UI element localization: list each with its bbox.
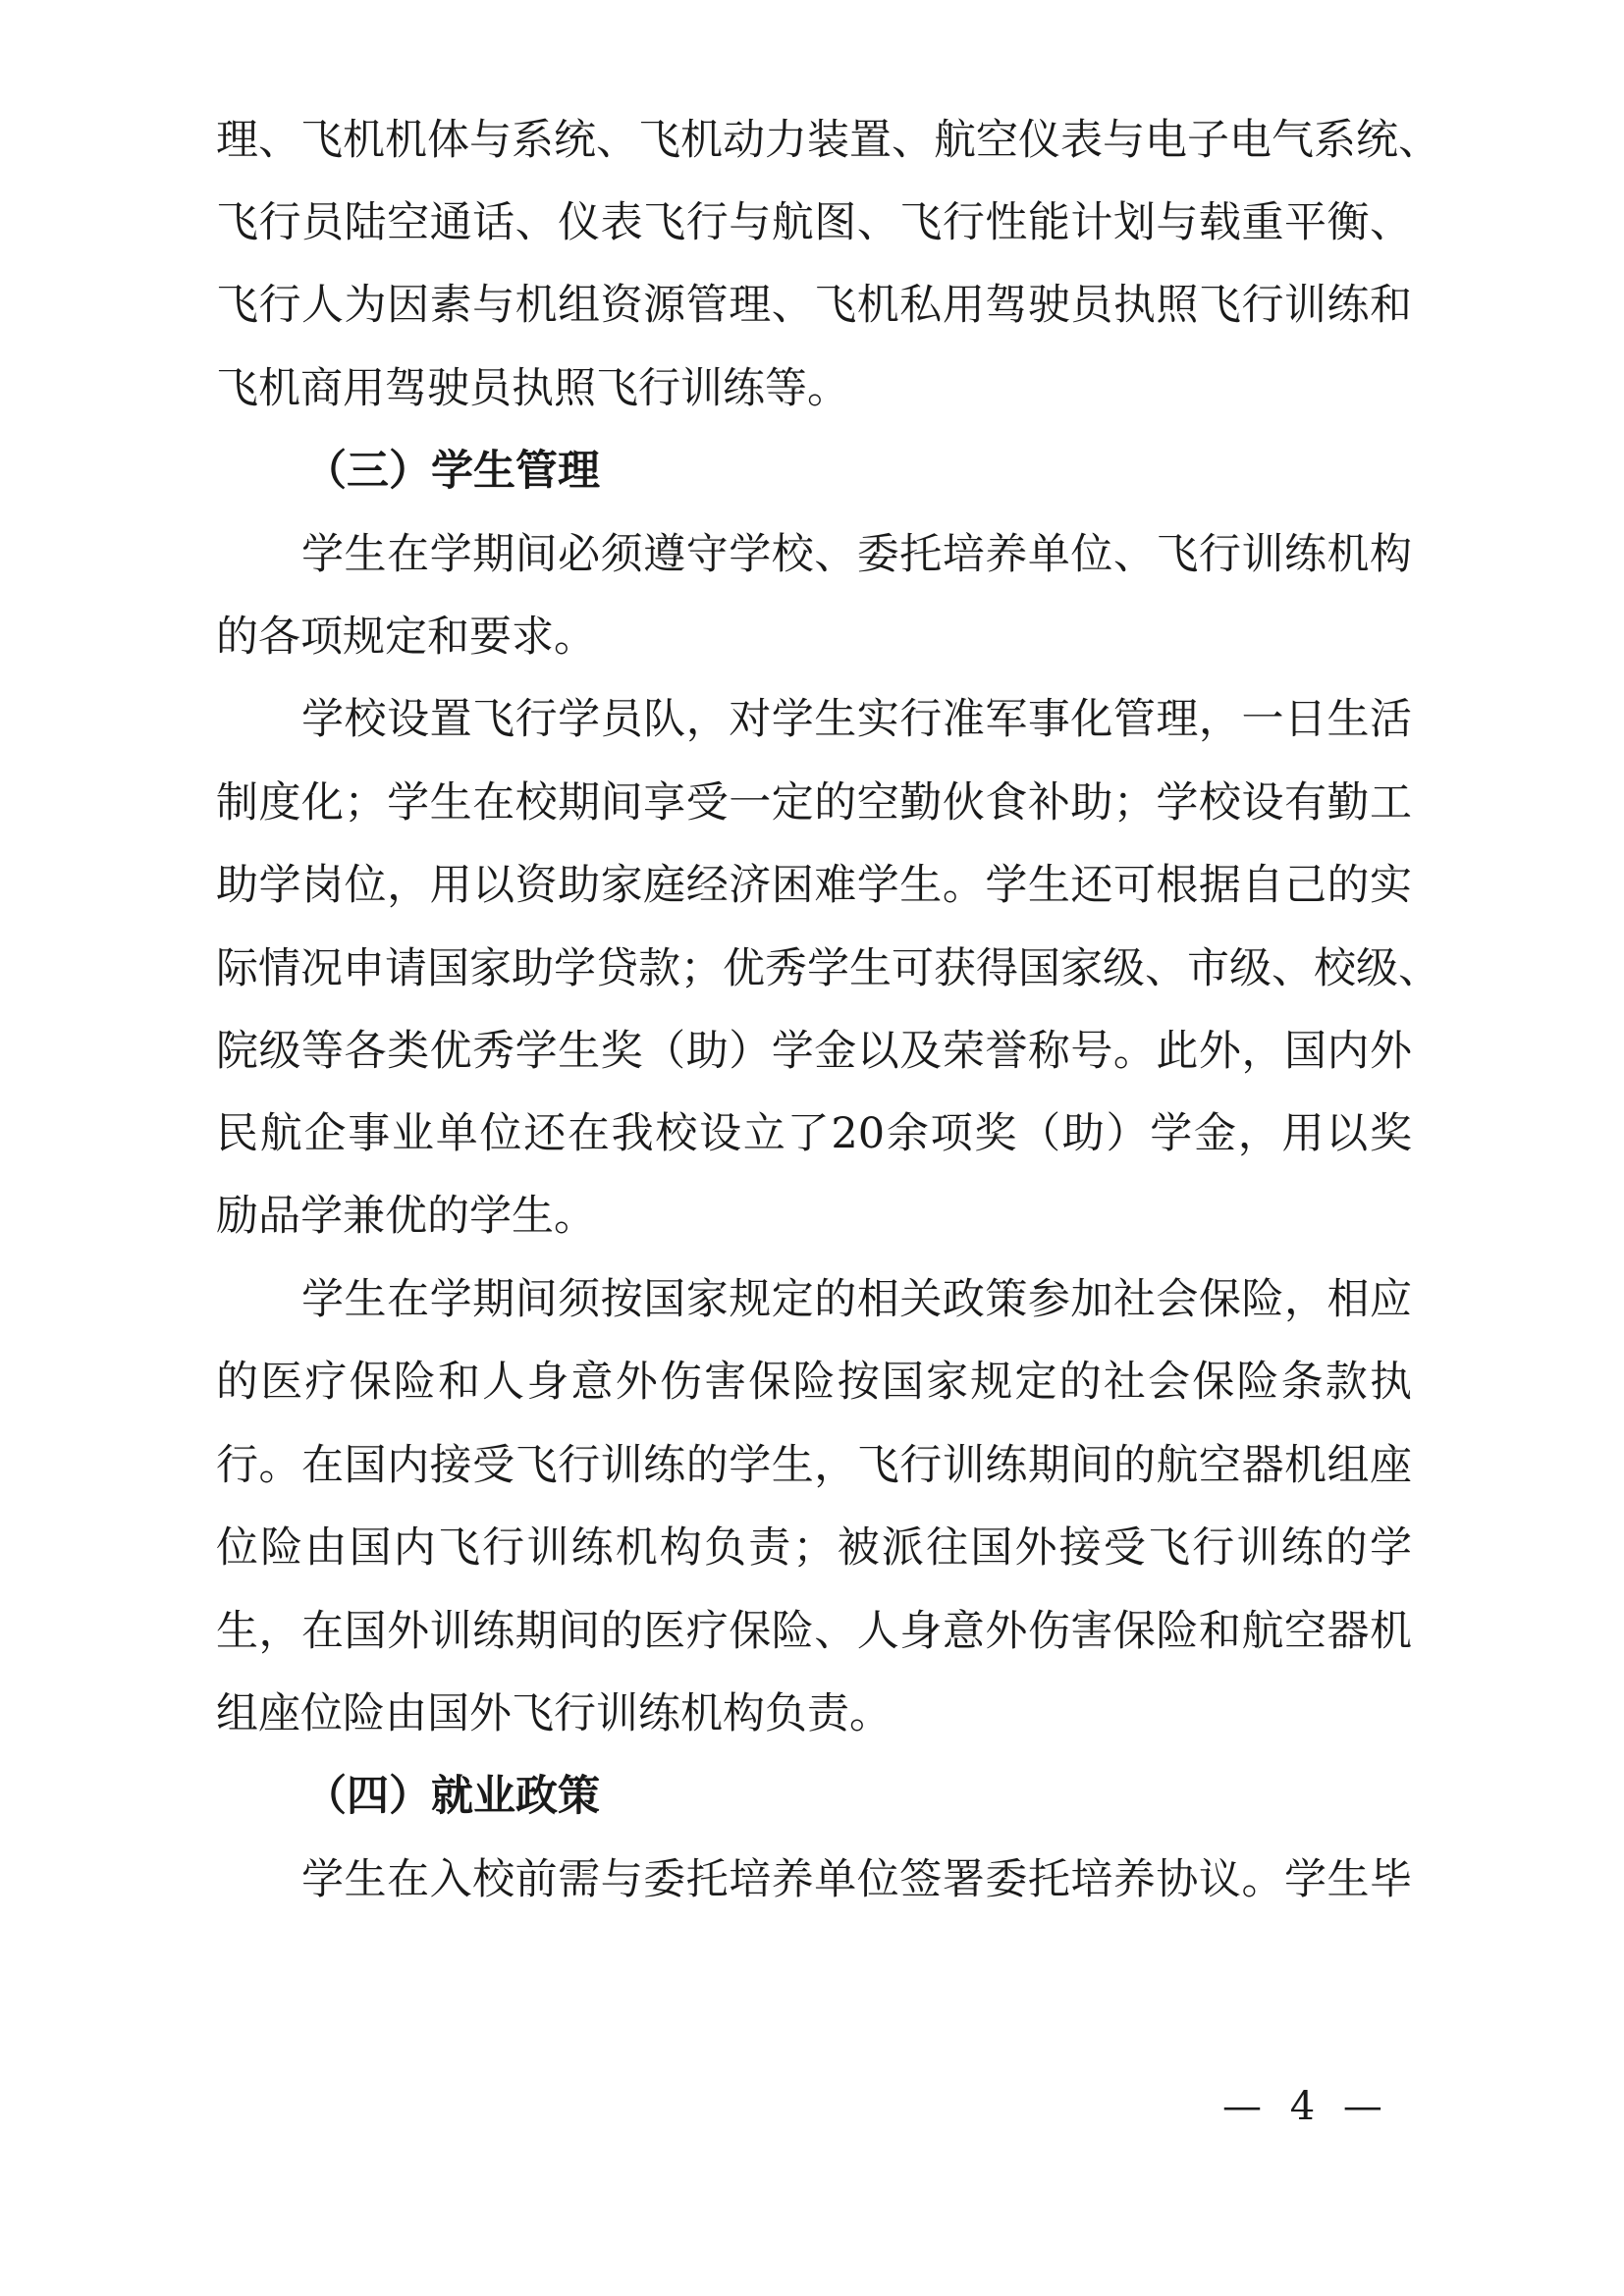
text-line: 行。在国内接受飞行训练的学生，飞行训练期间的航空器机组座	[216, 1441, 1412, 1490]
text-line: 制度化；学生在校期间享受一定的空勤伙食补助；学校设有勤工	[216, 778, 1412, 828]
text-line: 学生在学期间须按国家规定的相关政策参加社会保险，相应	[216, 1275, 1412, 1324]
text-line: 励品学兼优的学生。	[216, 1192, 596, 1241]
text-line: 组座位险由国外飞行训练机构负责。	[216, 1689, 892, 1738]
text-line: 的医疗保险和人身意外伤害保险按国家规定的社会保险条款执	[216, 1358, 1412, 1407]
text-line: 位险由国内飞行训练机构负责；被派往国外接受飞行训练的学	[216, 1523, 1412, 1573]
text-line: 飞机商用驾驶员执照飞行训练等。	[216, 364, 849, 413]
text-line: 飞行员陆空通话、仪表飞行与航图、飞行性能计划与载重平衡、	[216, 198, 1412, 247]
text-line: 飞行人为因素与机组资源管理、飞机私用驾驶员执照飞行训练和	[216, 281, 1412, 330]
text-line: 理、飞机机体与系统、飞机动力装置、航空仪表与电子电气系统、	[216, 116, 1440, 165]
text-line: 助学岗位，用以资助家庭经济困难学生。学生还可根据自己的实	[216, 861, 1412, 910]
section-heading: （三）学生管理	[304, 447, 600, 496]
text-line: 的各项规定和要求。	[216, 613, 596, 662]
text-line: 民航企事业单位还在我校设立了20余项奖（助）学金，用以奖	[216, 1109, 1412, 1158]
page-number: — 4 —	[1222, 2084, 1390, 2129]
text-line: 院级等各类优秀学生奖（助）学金以及荣誉称号。此外，国内外	[216, 1027, 1412, 1076]
text-line: 学生在入校前需与委托培养单位签署委托培养协议。学生毕	[216, 1855, 1412, 1904]
text-line: 学校设置飞行学员队，对学生实行准军事化管理，一日生活	[216, 695, 1412, 744]
text-line: 学生在学期间必须遵守学校、委托培养单位、飞行训练机构	[216, 530, 1412, 579]
section-heading: （四）就业政策	[304, 1772, 600, 1821]
text-line: 生，在国外训练期间的医疗保险、人身意外伤害保险和航空器机	[216, 1607, 1412, 1656]
text-line: 际情况申请国家助学贷款；优秀学生可获得国家级、市级、校级、	[216, 944, 1440, 993]
